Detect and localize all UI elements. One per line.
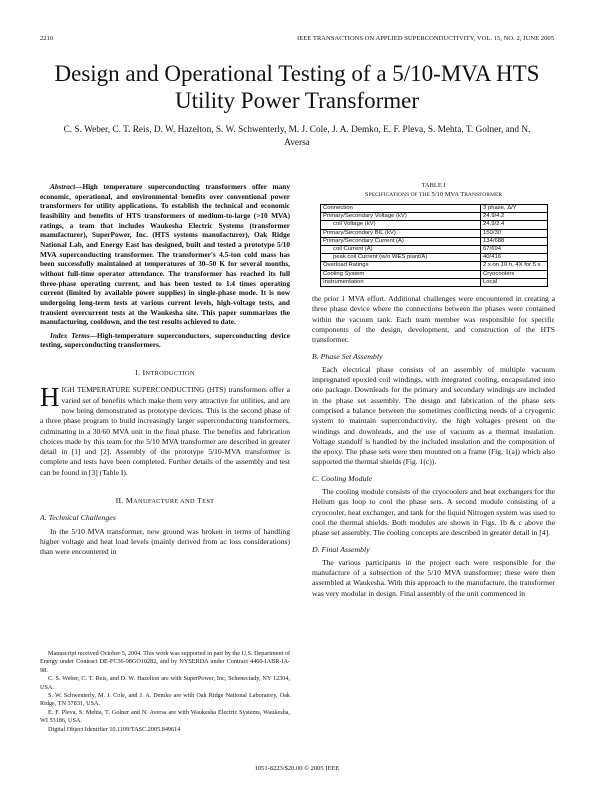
section-heading-introduction: I. INTRODUCTION [135,368,195,378]
table-cell-value: Cryocoolers [481,270,548,278]
table-cell-value: Local [481,278,548,286]
table-cell-parameter: Primary/Secondary Current (A) [321,237,481,245]
table-cell-value: 24.9/2.4 [481,221,548,229]
abstract-text: —High temperature superconducting transformers offer many economic, operational, and environmental benefits over conventional power transformers for utility applications. To establish the technical and economic feasibility and benefits of HTS transformers of medium-to-large (>10 MVA) ratings, a team that includes Waukesha Electric Systems (transformer manufacturer), SuperPower, Inc. (HTS systems manufacturer), Oak Ridge National Lab, and Energy East has designed, built and tested a prototype 5/10 MVA superconducting transformer. The transformer's 4.5-ton cold mass has been successfully maintained at temperatures of 30–50 K for several months, without full-time operator attendance. The transformer has reached its full three-phase operating current, and has been tested to 1.4 times operating current (limited by available power supplies) in single-phase mode. It is now undergoing long-term tests at various current levels, high-voltage tests, and transient overcurrent tests at the Waukesha site. This paper summarizes the manufacturing, cooldown, and the test results achieved to date. [40,182,290,327]
table-caption [312,182,555,199]
subsection-heading-cooling-module: C. Cooling Module [312,473,372,483]
table-title: SPECIFICATIONS OF THE 5/10 MVA TRANSFORMER [364,190,503,198]
table-cell-value: 3 phase, Δ/Y [481,205,548,213]
subsection-heading-final-assembly: D. Final Assembly [312,544,370,554]
left-column [40,182,290,557]
table-row [321,237,548,245]
table-cell-parameter: Instrumentation [321,278,481,286]
technical-challenges-paragraph: In the 5/10 MVA transformer, new ground was broken in terms of handling higher voltage and heat load levels (mainly derived from ac loss considerations) than were encountered in [40,526,290,557]
footnote: Manuscript received October 5, 2004. This work was supported in part by the U.S. Department of Energy under Contract DE-FC36-98GO10282, and by NYSERDA under Contract 4460-IABR-IA-98. [40,650,291,674]
table-cell-parameter: peak coil Current (w/o WES plant/A) [321,254,481,262]
table-row [321,229,548,237]
table-cell-parameter: coil Voltage (kV) [321,221,481,229]
footnote: Digital Object Identifier 10.1109/TASC.2005.849614 [48,725,181,733]
abstract [40,182,290,327]
table-row [321,221,548,229]
subsection-heading-phase-set: B. Phase Set Assembly [312,351,383,361]
intro-text: transformers offer a varied set of benefits which make them very attractive for utilities, and are now being demonstrated as prototype devices. This is the second phase of a three phase program to build increasingly larger superconducting transformers, culminating in a 30/60 MVA unit in the final phase. The benefits and fabrication choices made by this team for the 5/10 MVA transformer are described in greater detail in [1] and [2]. Assembly of the prototype 5/10-MVA transformer is complete and tests have been completed. Further details of the assembly and test can be found in [3] (Table I). [40,385,290,477]
journal-header: IEEE TRANSACTIONS ON APPLIED SUPERCONDUCTIVITY, VOL. 15, NO. 2, JUNE 2005 [297,35,554,42]
footnotes [40,650,290,734]
index-terms-text: —High-temperature superconductors, superconducting device testing, superconducting transformers. [40,330,290,350]
copyright-line: 1051-8223/$20.00 © 2005 IEEE [254,765,340,772]
table-row [321,205,548,213]
table-row [321,270,548,278]
intro-smallcaps: IGH TEMPERATURE SUPERCONDUCTING (HTS) [61,385,226,395]
drop-cap: H [40,382,60,413]
section-heading-manufacture: II. MANUFACTURE AND TEST [115,496,215,505]
footnote: S. W. Schwenterly, M. J. Cole, and J. A. Demko are with Oak Ridge National Laboratory, Oak Ridge, TN 37831, USA. [40,692,290,708]
final-assembly-paragraph: The various participants in the project each were responsible for the manufacture of a subsection of the 5/10 MVA transformer; these were then assembled at Waukesha. With this approach to the manufacture, the transformer was very modular in design. Final assembly of the unit commenced in [312,557,555,598]
table-cell-parameter: Overload Ratings [321,262,481,270]
table-cell-parameter: Connection [321,205,481,213]
table-cell-value: 2 x on 10 h, 4X for 5 s [481,262,548,270]
author-list: C. S. Weber, C. T. Reis, D. W. Hazelton, S. W. Schwenterly, M. J. Cole, J. A. Demko, E. F. Pleva, S. Mehta, T. Golner, and N. Aversa [63,125,531,148]
subsection-heading-technical-challenges: A. Technical Challenges [40,513,116,523]
table-cell-parameter: Primary/Secondary BIL (kV) [321,229,481,237]
table-cell-value: 24.9/4.2 [481,213,548,221]
right-column [312,182,555,599]
table-cell-parameter: Primary/Secondary Voltage (kV) [321,213,481,221]
specifications-table [320,204,548,287]
footnote: E. F. Pleva, S. Mehta, T. Golner and N. Aversa are with Waukesha Electric Systems, Waukesha, WI 53186, USA. [40,708,290,725]
table-label: TABLE I [421,182,446,189]
table-cell-value: 150/30 [481,229,548,237]
table-cell-value: 40/416 [481,254,548,262]
table-cell-parameter: coil Current (A) [321,246,481,254]
table-row [321,246,548,254]
table-row [321,213,548,221]
table-row [321,278,548,286]
introduction-paragraph [40,382,290,478]
table-row [321,262,548,270]
table-cell-value: 134/688 [481,237,548,245]
technical-challenges-continued: the prior 1 MVA effort. Additional challenges were encountered in creating a three phase device where the connections between the phases were contained within the vacuum tank. Each team member was responsible for specific components of the design, development, and construction of the HTS transformer. [312,294,555,345]
table-cell-value: 67/694 [481,246,548,254]
page-number: 2210 [40,35,54,42]
table-row [321,254,548,262]
footnote: C. S. Weber, C. T. Reis, and D. W. Hazelton are with SuperPower, Inc, Schenectady, NY 12304, USA. [40,675,290,691]
index-terms [40,331,290,350]
index-terms-lead: Index Terms [50,330,90,340]
cooling-module-paragraph: The cooling module consists of the cryocoolers and heat exchangers for the Helium gas loop to cool the phase sets. A second module consisting of a cryocooler, heat exchanger, and tank for the liquid Nitrogen system was used to cool the thermal shields. Both modules are shown in Figs. 1b & c above the phase set assembly. The cooling concepts are described in greater detail in [4]. [312,487,555,538]
abstract-lead: Abstract [50,182,76,191]
phase-set-paragraph: Each electrical phase consists of an assembly of multiple vacuum impregnated epoxied coil windings, with integrated cooling, encapsulated into one package. Downleads for the primary and secondary windings are included in the phase set assembly. The design and fabrication of the phase sets comprised a balance between the sometimes conflicting needs of a cryogenic system to maintain superconductivity, the high voltages present on the windings and downleads, and the use of vacuum as a thermal insulation. Voltage standoff is handled by the included insulation and the composition of the epoxy. The phase sets were then mounted on a frame (Fig. 1(a)) which also supported the thermal shields (Fig. 1(c)). [312,364,555,467]
paper-title: Design and Operational Testing of a 5/10-MVA HTS Utility Power Transformer [54,61,540,113]
table-cell-parameter: Cooling System [321,270,481,278]
